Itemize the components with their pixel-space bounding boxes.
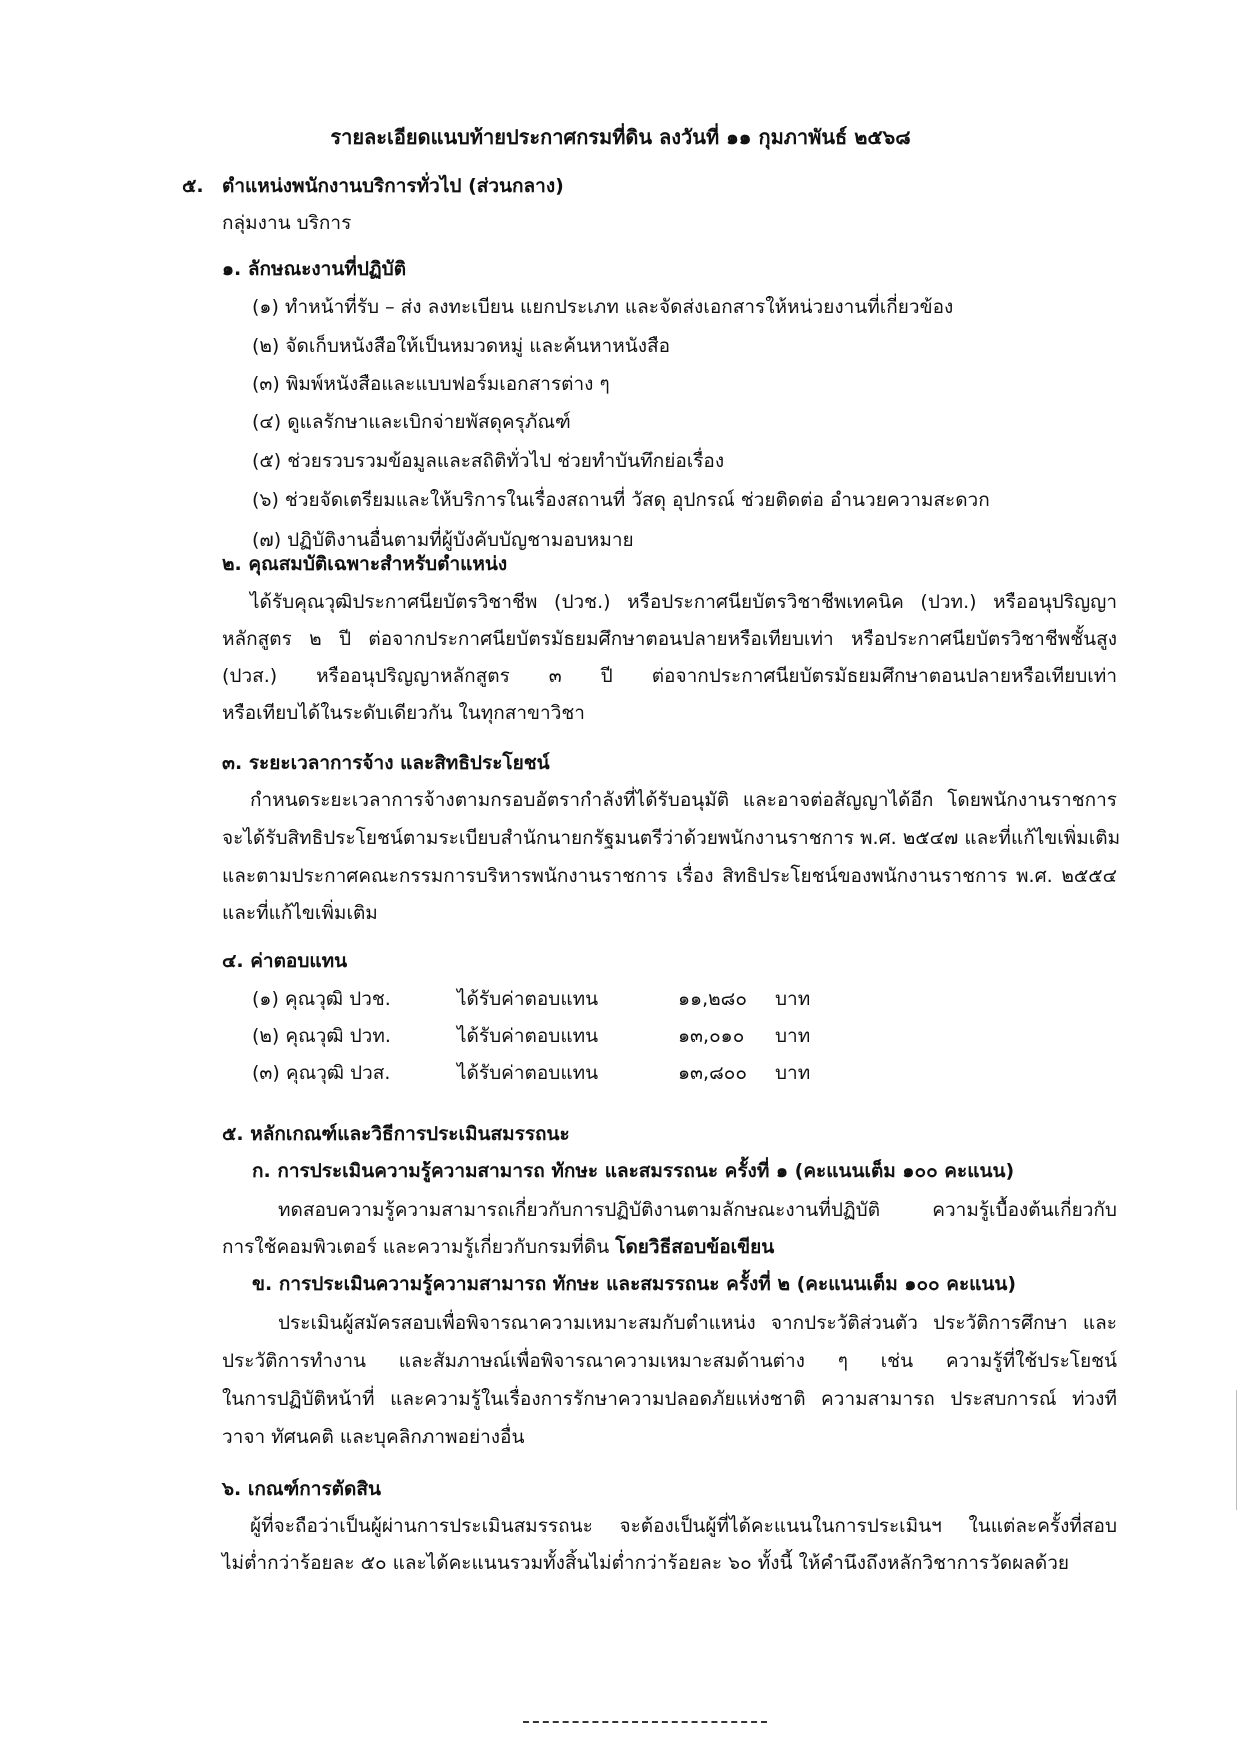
- employment-line: จะได้รับสิทธิประโยชน์ตามระเบียบสำนักนายกรัฐมนตรีว่าด้วยพนักงานราชการ พ.ศ. ๒๕๔๗ และที่แก้ไขเพิ่มเติม: [222, 827, 1121, 849]
- written-exam-method: โดยวิธีสอบข้อเขียน: [615, 1236, 775, 1258]
- currency-unit-cell: บาท: [775, 1062, 811, 1084]
- duty-item: (๓) พิมพ์หนังสือและแบบฟอร์มเอกสารต่าง ๆ: [252, 373, 610, 395]
- assessment-b-line: ในการปฏิบัติหน้าที่ และความรู้ในเรื่องการรักษาความปลอดภัยแห่งชาติ ความสามารถ ประสบการณ์ ท่วงที: [222, 1388, 1117, 1410]
- assessment-b-line: ประวัติการทำงาน และสัมภาษณ์เพื่อพิจารณาความเหมาะสมด้านต่าง ๆ เช่น ความรู้ที่ใช้ประโยชน์: [222, 1350, 1117, 1372]
- compensation-label-cell: ได้รับค่าตอบแทน: [457, 1062, 599, 1084]
- employment-line: และที่แก้ไขเพิ่มเติม: [222, 902, 378, 924]
- currency-unit-cell: บาท: [775, 988, 811, 1010]
- assessment-a-line: [222, 1233, 774, 1262]
- scan-edge-mark: [1236, 1390, 1237, 1510]
- compensation-label-cell: ได้รับค่าตอบแทน: [457, 988, 599, 1010]
- duty-item: (๖) ช่วยจัดเตรียมและให้บริการในเรื่องสถานที่ วัสดุ อุปกรณ์ ช่วยติดต่อ อำนวยความสะดวก: [252, 489, 990, 511]
- section-1-heading: ๑. ลักษณะงานที่ปฏิบัติ: [222, 258, 407, 280]
- compensation-row: [252, 985, 852, 1015]
- qualification-cell: (๒) คุณวุฒิ ปวท.: [252, 1025, 391, 1047]
- decision-line: ผู้ที่จะถือว่าเป็นผู้ผ่านการประเมินสมรรถนะ จะต้องเป็นผู้ที่ได้คะแนนในการประเมินฯ ในแต่ละครั้งที่สอบ: [250, 1515, 1117, 1537]
- assessment-a-line: ทดสอบความรู้ความสามารถเกี่ยวกับการปฏิบัติงานตามลักษณะงานที่ปฏิบัติ ความรู้เบื้องต้นเกี่ยวกับ: [278, 1199, 1117, 1221]
- section-3-heading: ๓. ระยะเวลาการจ้าง และสิทธิประโยชน์: [222, 752, 550, 774]
- employment-line: และตามประกาศคณะกรรมการบริหารพนักงานราชการ เรื่อง สิทธิประโยชน์ของพนักงานราชการ พ.ศ. ๒๕๕๔: [222, 865, 1117, 887]
- compensation-row: [252, 1059, 852, 1089]
- qualification-cell: (๑) คุณวุฒิ ปวช.: [252, 988, 391, 1010]
- job-group: กลุ่มงาน บริการ: [222, 212, 352, 234]
- employment-line: กำหนดระยะเวลาการจ้างตามกรอบอัตรากำลังที่ได้รับอนุมัติ และอาจต่อสัญญาได้อีก โดยพนักงานราชการ: [250, 789, 1117, 811]
- qualification-cell: (๓) คุณวุฒิ ปวส.: [252, 1062, 391, 1084]
- compensation-row: [252, 1022, 852, 1052]
- assessment-b-line: วาจา ทัศนคติ และบุคลิกภาพอย่างอื่น: [222, 1426, 525, 1448]
- duty-item: (๒) จัดเก็บหนังสือให้เป็นหมวดหมู่ และค้นหาหนังสือ: [252, 335, 670, 357]
- qualification-line: หรือเทียบได้ในระดับเดียวกัน ในทุกสาขาวิชา: [222, 702, 585, 724]
- duty-item: (๑) ทำหน้าที่รับ – ส่ง ลงทะเบียน แยกประเภท และจัดส่งเอกสารให้หน่วยงานที่เกี่ยวข้อง: [252, 296, 954, 318]
- document-title: รายละเอียดแนบท้ายประกาศกรมที่ดิน ลงวันที่ ๑๑ กุมภาพันธ์ ๒๕๖๘: [330, 125, 911, 149]
- amount-cell: ๑๓,๐๑๐: [678, 1025, 745, 1047]
- section-5-heading: ๕. หลักเกณฑ์และวิธีการประเมินสมรรถนะ: [222, 1123, 570, 1145]
- position-title: ตำแหน่งพนักงานบริการทั่วไป (ส่วนกลาง): [222, 175, 564, 197]
- duty-item: (๕) ช่วยรวบรวมข้อมูลและสถิติทั่วไป ช่วยทำบันทึกย่อเรื่อง: [252, 450, 725, 472]
- section-6-heading: ๖. เกณฑ์การตัดสิน: [222, 1478, 381, 1500]
- position-number: ๕.: [182, 175, 204, 197]
- qualification-line: ได้รับคุณวุฒิประกาศนียบัตรวิชาชีพ (ปวช.) หรือประกาศนียบัตรวิชาชีพเทคนิค (ปวท.) หรืออนุปริญญา: [250, 591, 1117, 613]
- qualification-line: (ปวส.) หรืออนุปริญญาหลักสูตร ๓ ปี ต่อจากประกาศนียบัตรมัธยมศึกษาตอนปลายหรือเทียบเท่า: [222, 665, 1117, 687]
- decision-line: ไม่ต่ำกว่าร้อยละ ๕๐ และได้คะแนนรวมทั้งสิ้นไม่ต่ำกว่าร้อยละ ๖๐ ทั้งนี้ ให้คำนึงถึงหลักวิชาการวัดผลด้วย: [222, 1552, 1070, 1574]
- assessment-a-heading: ก. การประเมินความรู้ความสามารถ ทักษะ และสมรรถนะ ครั้งที่ ๑ (คะแนนเต็ม ๑๐๐ คะแนน): [252, 1160, 1015, 1182]
- assessment-b-heading: ข. การประเมินความรู้ความสามารถ ทักษะ และสมรรถนะ ครั้งที่ ๒ (คะแนนเต็ม ๑๐๐ คะแนน): [252, 1273, 1017, 1295]
- section-4-heading: ๔. ค่าตอบแทน: [222, 950, 348, 972]
- duty-item: (๔) ดูแลรักษาและเบิกจ่ายพัสดุครุภัณฑ์: [252, 411, 571, 433]
- compensation-label-cell: ได้รับค่าตอบแทน: [457, 1025, 599, 1047]
- section-2-heading: ๒. คุณสมบัติเฉพาะสำหรับตำแหน่ง: [222, 553, 508, 575]
- assessment-a-text: การใช้คอมพิวเตอร์ และความรู้เกี่ยวกับกรมที่ดิน: [222, 1236, 610, 1258]
- end-of-document-divider: [523, 1721, 767, 1723]
- assessment-b-line: ประเมินผู้สมัครสอบเพื่อพิจารณาความเหมาะสมกับตำแหน่ง จากประวัติส่วนตัว ประวัติการศึกษา และ: [278, 1312, 1117, 1334]
- duty-item: (๗) ปฏิบัติงานอื่นตามที่ผู้บังคับบัญชามอบหมาย: [252, 529, 634, 551]
- qualification-line: หลักสูตร ๒ ปี ต่อจากประกาศนียบัตรมัธยมศึกษาตอนปลายหรือเทียบเท่า หรือประกาศนียบัตรวิชาชีพชั้นสูง: [222, 628, 1117, 650]
- amount-cell: ๑๑,๒๘๐: [678, 988, 747, 1010]
- amount-cell: ๑๓,๘๐๐: [678, 1062, 747, 1084]
- currency-unit-cell: บาท: [775, 1025, 811, 1047]
